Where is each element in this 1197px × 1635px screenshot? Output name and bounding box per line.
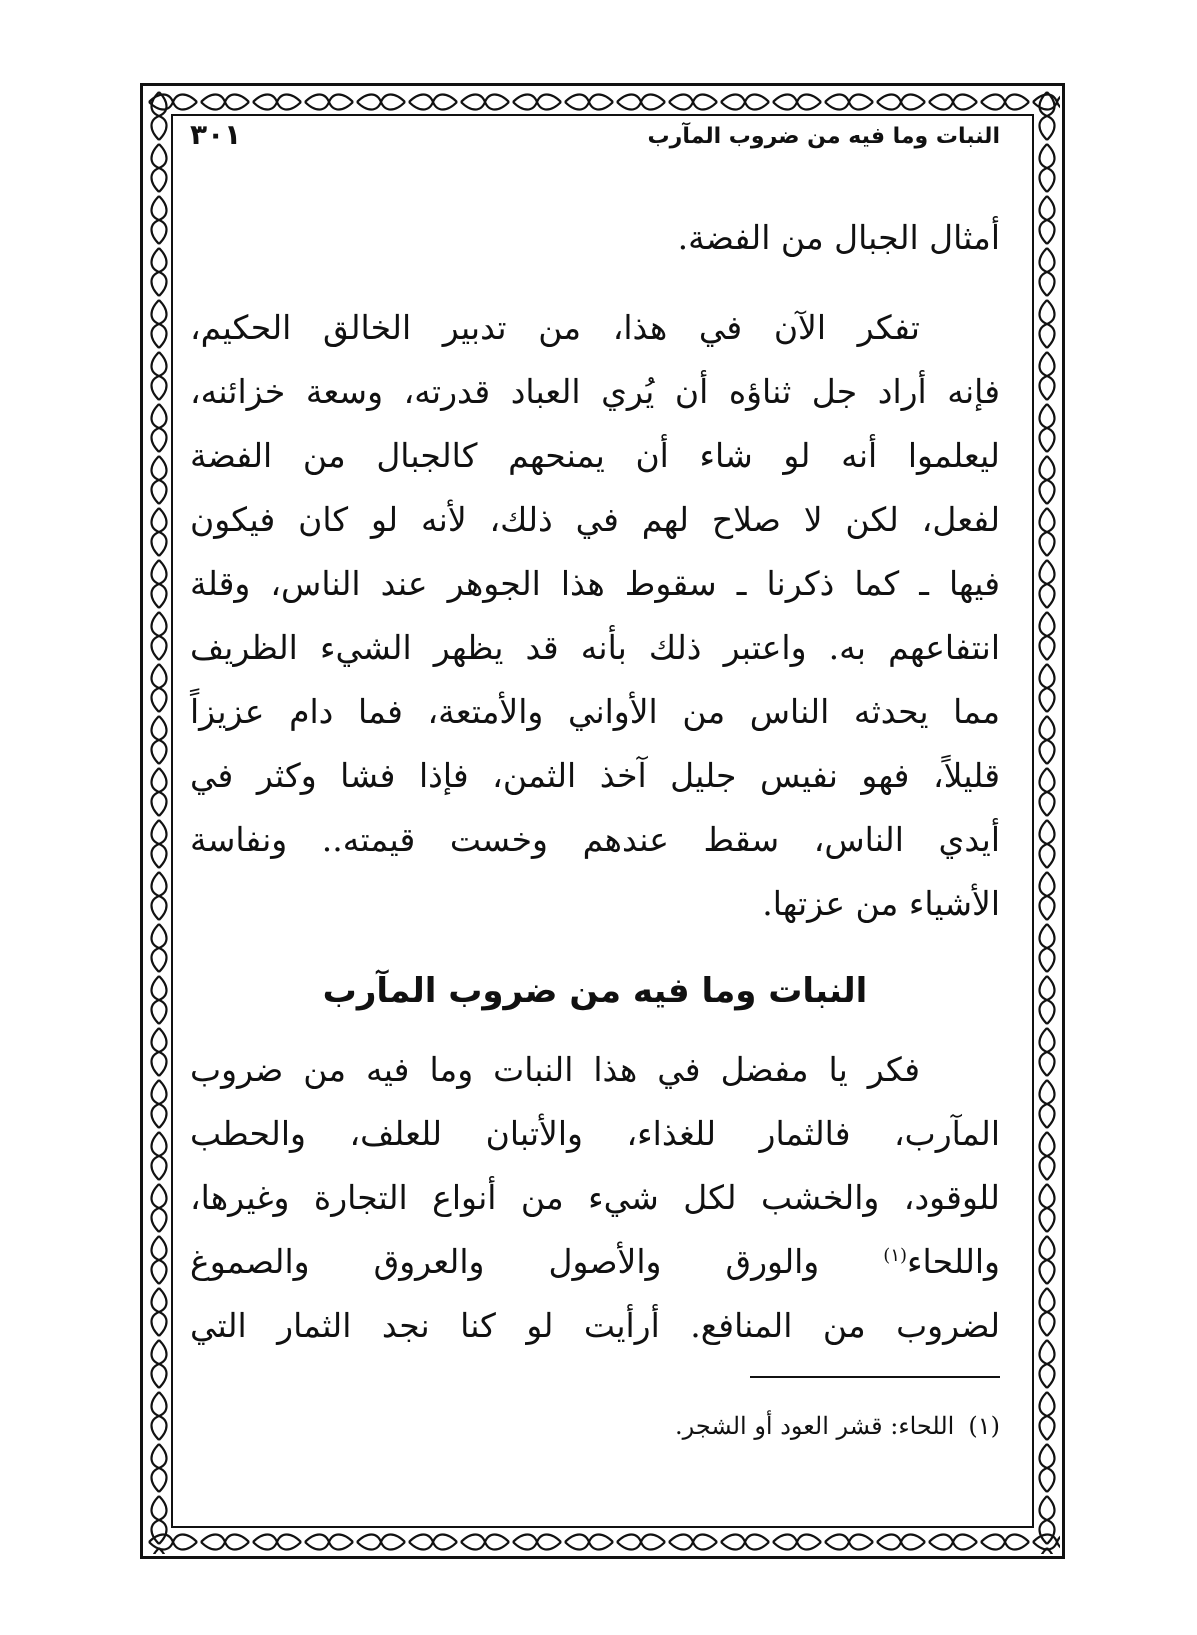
text-line: أمثال الجبال من الفضة. [677, 218, 1000, 257]
footnote-reference[interactable]: (١) [883, 1245, 908, 1266]
text-line: المآرب، فالثمار للغذاء، والأتبان للعلف، والحطب [190, 1114, 1000, 1153]
running-title: النبات وما فيه من ضروب المآرب [647, 124, 1000, 149]
text-segment: واللحاء [907, 1242, 1000, 1281]
text-line: ليعلموا أنه لو شاء أن يمنحهم كالجبال من الفضة [190, 436, 1000, 475]
footnote [190, 1408, 1000, 1444]
page-content [190, 118, 1000, 1444]
page-number: ٣٠١ [190, 118, 242, 151]
text-line: لفعل، لكن لا صلاح لهم في ذلك، لأنه لو كان فيكون [190, 500, 1000, 539]
text-segment: والورق والأصول والعروق والصموغ [190, 1242, 884, 1281]
footnote-marker: (١) [968, 1412, 1000, 1440]
page-header [190, 118, 1000, 158]
text-line: أيدي الناس، سقط عندهم وخست قيمته.. ونفاسة [190, 820, 1000, 859]
text-line: فإنه أراد جل ثناؤه أن يُري العباد قدرته، وسعة خزائنه، [190, 372, 1000, 411]
paragraph-1 [190, 206, 1000, 270]
text-line-with-footnote [190, 1230, 1000, 1294]
text-line: مما يحدثه الناس من الأواني والأمتعة، فما دام عزيزاً [190, 692, 1000, 731]
section-heading: النبات وما فيه من ضروب المآرب [322, 971, 868, 1011]
footnote-text: اللحاء: قشر العود أو الشجر. [674, 1412, 955, 1440]
text-line: للوقود، والخشب لكل شيء من أنواع التجارة وغيرها، [190, 1178, 1000, 1217]
text-line: فيها ـ كما ذكرنا ـ سقوط هذا الجوهر عند الناس، وقلة [190, 564, 1000, 603]
text-line: قليلاً، فهو نفيس جليل آخذ الثمن، فإذا فشا وكثر في [190, 756, 1000, 795]
text-line: لضروب من المنافع. أرأيت لو كنا نجد الثمار التي [190, 1306, 1000, 1345]
paragraph-3 [190, 1038, 1000, 1358]
text-line: فكر يا مفضل في هذا النبات وما فيه من ضروب [190, 1050, 920, 1089]
footnote-separator [750, 1376, 1000, 1378]
text-line: تفكر الآن في هذا، من تدبير الخالق الحكيم، [190, 308, 920, 347]
text-line: الأشياء من عزتها. [762, 884, 1000, 923]
text-line: انتفاعهم به. واعتبر ذلك بأنه قد يظهر الشيء الظريف [190, 628, 1000, 667]
paragraph-2 [190, 296, 1000, 936]
